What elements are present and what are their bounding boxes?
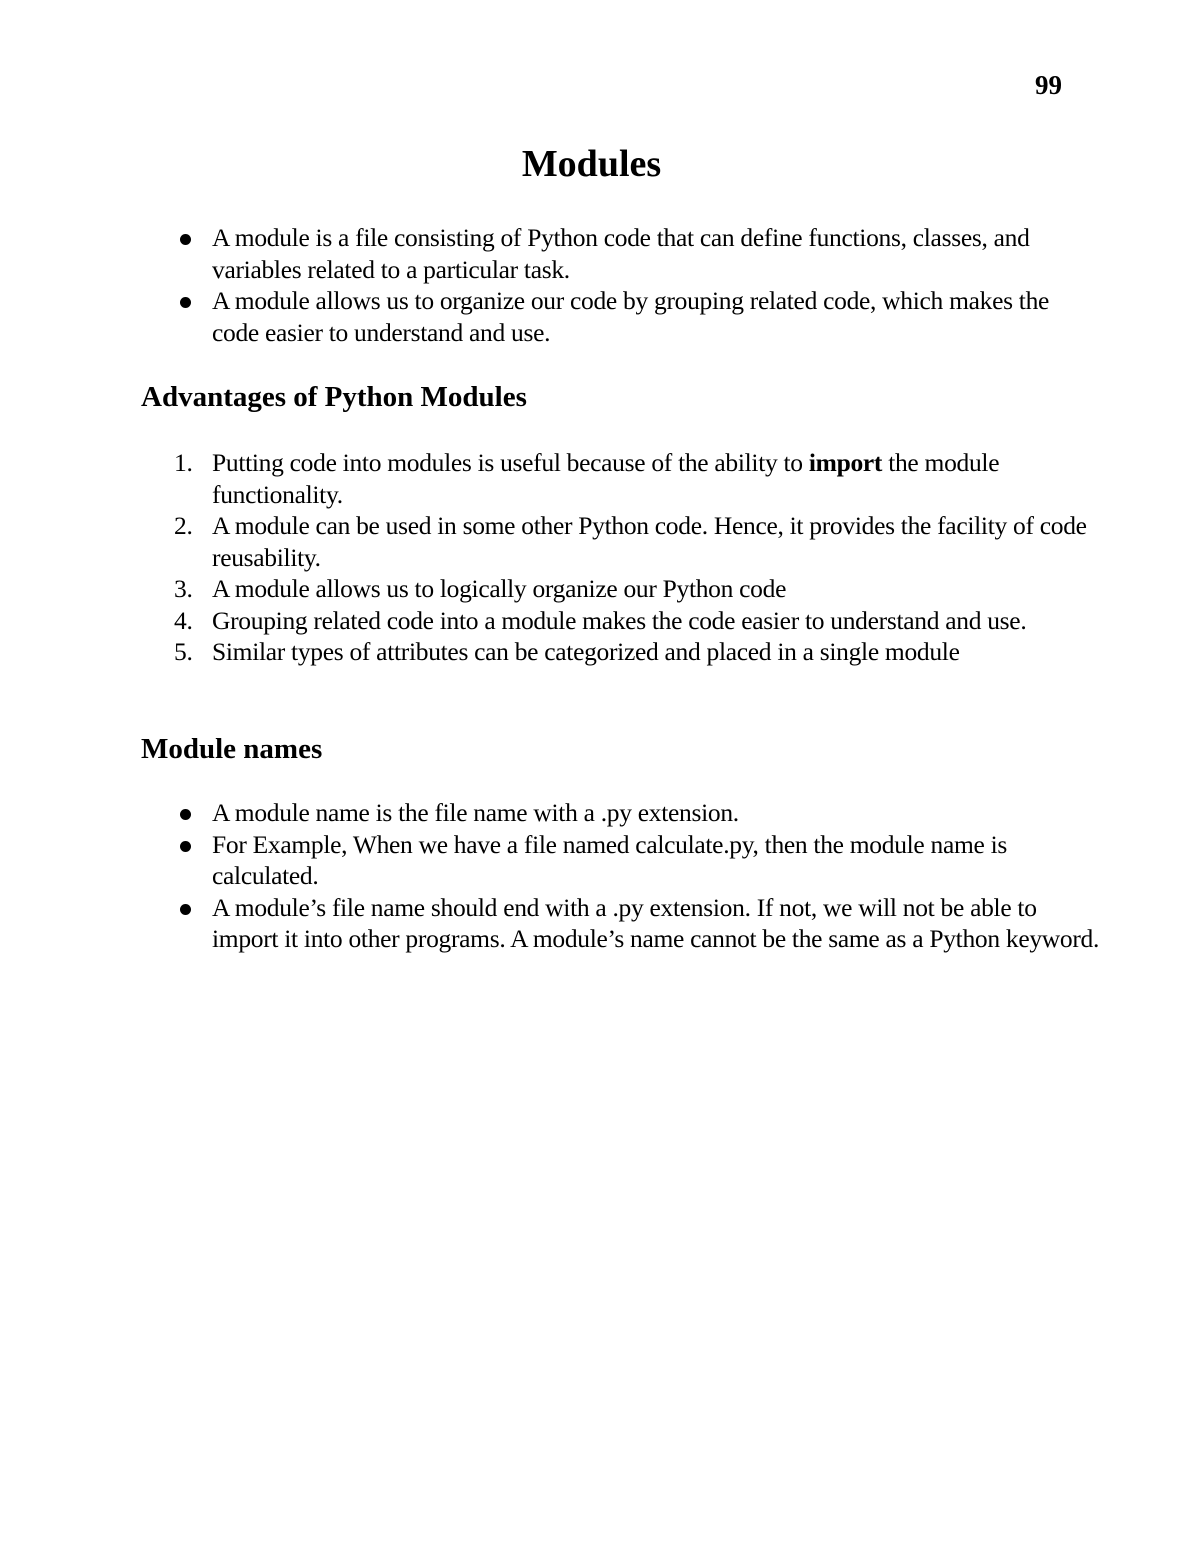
list-item: A module is a file consisting of Python code that can define functions, classes, and variables related to a particular task. (0, 222, 1100, 285)
list-number: 4. (174, 605, 193, 635)
list-item (0, 447, 1100, 510)
item-text: Similar types of attributes can be categorized and placed in a single module (212, 637, 960, 666)
advantages-list (0, 447, 1100, 668)
advantages-heading: Advantages of Python Modules (141, 381, 527, 413)
page-number: 99 (1035, 70, 1062, 100)
list-item: A module’s file name should end with a .py extension. If not, we will not be able to import it into other programs. A module’s name cannot be the same as a Python keyword. (0, 892, 1100, 955)
list-number: 3. (174, 574, 193, 603)
list-item: A module name is the file name with a .py extension. (0, 797, 1100, 829)
module-names-bullet-list (0, 797, 1100, 955)
item-text: Grouping related code into a module makes the code easier to understand and use. (212, 605, 1027, 635)
list-number: 5. (174, 637, 193, 666)
module-names-heading: Module names (141, 733, 323, 765)
list-item (0, 573, 1100, 605)
list-number: 2. (174, 511, 193, 540)
list-item: For Example, When we have a file named calculate.py, then the module name is calculated. (0, 829, 1100, 892)
list-item (0, 605, 1100, 637)
item-text: A module can be used in some other Python code. Hence, it provides the facility of code reusability. (212, 511, 1087, 572)
list-item (0, 510, 1100, 573)
import-keyword: import (808, 448, 883, 477)
list-item: A module allows us to organize our code by grouping related code, which makes the code easier to understand and use. (0, 285, 1100, 348)
intro-bullet-list (0, 222, 1100, 348)
item-text: the module functionality. (212, 448, 1000, 509)
item-text: Putting code into modules is useful because of the ability to (212, 448, 809, 477)
item-text: A module allows us to logically organize our Python code (212, 574, 787, 603)
list-number: 1. (174, 448, 193, 477)
page-title: Modules (521, 143, 662, 185)
list-item (0, 636, 1100, 668)
